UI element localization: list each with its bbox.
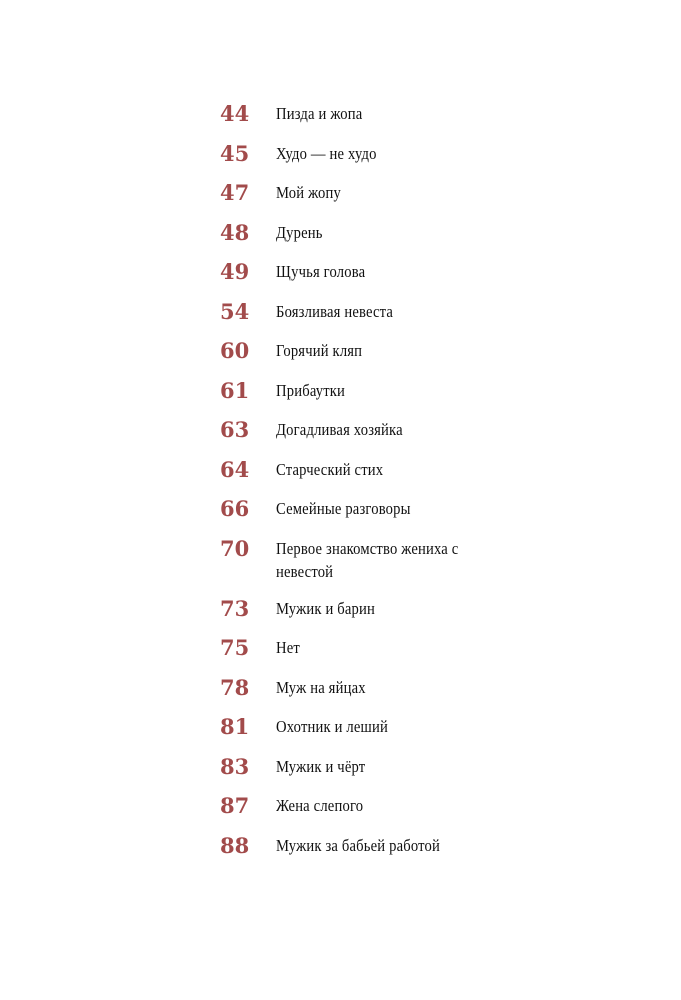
toc-page-number: 75 xyxy=(220,635,250,660)
toc-entry[interactable] xyxy=(220,753,520,781)
toc-entry[interactable] xyxy=(220,674,520,702)
toc-title: Догадливая хозяйка xyxy=(276,420,403,439)
toc-entry[interactable] xyxy=(220,595,520,623)
toc-page-number: 54 xyxy=(220,298,250,324)
toc-title: Мой жопу xyxy=(276,183,341,202)
toc-entry[interactable] xyxy=(220,219,520,247)
toc-title: Пизда и жопа xyxy=(276,104,363,123)
toc-title: Горячий кляп xyxy=(276,341,363,360)
toc-entry[interactable] xyxy=(220,792,520,820)
toc-title: Первое знакомство жениха с невестой xyxy=(276,538,459,581)
toc-entry[interactable] xyxy=(220,713,520,741)
toc-page-number: 61 xyxy=(220,377,250,403)
toc-page-number: 64 xyxy=(220,456,250,482)
toc-entry[interactable] xyxy=(220,535,520,583)
toc-page-number: 47 xyxy=(220,180,250,205)
toc-entry[interactable] xyxy=(220,337,520,365)
table-of-contents xyxy=(220,100,520,871)
toc-title: Охотник и леший xyxy=(276,717,388,736)
toc-page-number: 87 xyxy=(220,793,250,818)
toc-page-number: 73 xyxy=(220,595,250,621)
toc-page-number: 63 xyxy=(220,417,250,442)
toc-page-number: 70 xyxy=(220,535,250,561)
toc-title: Жена слепого xyxy=(276,796,364,815)
toc-page-number: 49 xyxy=(220,259,250,284)
toc-title: Старческий стих xyxy=(276,459,384,479)
toc-title: Худо — не худо xyxy=(276,143,377,163)
toc-entry[interactable] xyxy=(220,377,520,405)
toc-entry[interactable] xyxy=(220,140,520,168)
toc-title: Дурень xyxy=(276,222,323,242)
toc-title: Щучья голова xyxy=(276,262,366,281)
toc-title: Семейные разговоры xyxy=(276,499,411,518)
toc-page-number: 44 xyxy=(220,101,250,126)
toc-page-number: 60 xyxy=(220,338,250,363)
toc-entry[interactable] xyxy=(220,634,520,662)
toc-title: Боязливая невеста xyxy=(276,301,394,321)
toc-title: Мужик и чёрт xyxy=(276,756,366,776)
toc-entry[interactable] xyxy=(220,832,520,860)
toc-entry[interactable] xyxy=(220,100,520,128)
toc-title: Нет xyxy=(276,638,300,657)
toc-entry[interactable] xyxy=(220,495,520,523)
toc-entry[interactable] xyxy=(220,416,520,444)
toc-title: Мужик и барин xyxy=(276,598,376,618)
toc-page-number: 83 xyxy=(220,753,250,779)
toc-title: Мужик за бабьей работой xyxy=(276,835,441,855)
toc-entry[interactable] xyxy=(220,179,520,207)
toc-title: Прибаутки xyxy=(276,380,346,400)
toc-entry[interactable] xyxy=(220,258,520,286)
toc-page-number: 78 xyxy=(220,674,250,700)
toc-page-number: 48 xyxy=(220,219,250,245)
toc-page-number: 45 xyxy=(220,140,250,166)
toc-page-number: 66 xyxy=(220,496,250,521)
toc-title: Муж на яйцах xyxy=(276,677,366,697)
toc-page-number: 88 xyxy=(220,832,250,858)
toc-entry[interactable] xyxy=(220,456,520,484)
toc-entry[interactable] xyxy=(220,298,520,326)
toc-page-number: 81 xyxy=(220,714,250,739)
